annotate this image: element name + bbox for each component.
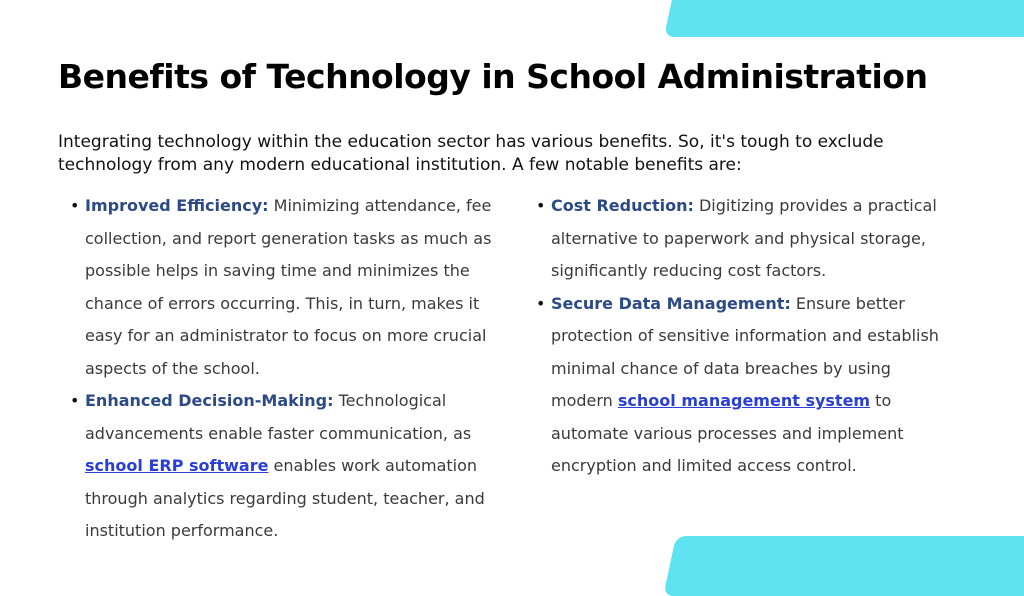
- benefit-term: Enhanced Decision-Making:: [85, 391, 334, 410]
- school-erp-software-link[interactable]: school ERP software: [85, 456, 269, 475]
- benefit-item-enhanced-decision-making: [70, 385, 510, 548]
- benefit-term: Improved Efficiency:: [85, 196, 269, 215]
- benefit-item-cost-reduction: [536, 190, 948, 288]
- decorative-accent-top: [664, 0, 1024, 37]
- benefit-text: Technological advancements enable faster communication, as: [85, 391, 472, 443]
- bullet-icon: •: [70, 391, 80, 410]
- benefit-item-improved-efficiency: [70, 190, 510, 385]
- decorative-accent-bottom: [663, 536, 1024, 596]
- intro-paragraph: Integrating technology within the education sector has various benefits. So, it's tough to exclude technology from any modern educational institution. A few notable benefits are:: [58, 132, 884, 175]
- benefit-text: Digitizing provides a practical alternative to paperwork and physical storage, significantly reducing cost factors.: [551, 196, 937, 280]
- benefits-list-right: [536, 190, 948, 483]
- benefit-text: to automate various processes and implement encryption and limited access control.: [551, 391, 904, 475]
- bullet-icon: •: [536, 196, 546, 215]
- bullet-icon: •: [536, 293, 546, 313]
- slide-title: Benefits of Technology in School Administration: [58, 57, 928, 96]
- benefits-list-left: [70, 190, 510, 548]
- benefit-text: Ensure better protection of sensitive information and establish minimal chance of data breaches by using modern: [551, 293, 939, 410]
- benefit-text: enables work automation through analytics regarding student, teacher, and institution performance.: [85, 456, 485, 540]
- benefit-item-secure-data-management: [536, 288, 948, 483]
- school-management-system-link[interactable]: school management system: [617, 391, 871, 410]
- benefit-text: Minimizing attendance, fee collection, and report generation tasks as much as possible helps in saving time and minimizes the chance of errors occurring. This, in turn, makes it easy for an administrator to focus on more crucial aspects of the school.: [85, 196, 492, 378]
- benefit-term: Cost Reduction:: [551, 196, 694, 215]
- bullet-icon: •: [70, 196, 80, 215]
- benefit-term: Secure Data Management:: [551, 293, 791, 313]
